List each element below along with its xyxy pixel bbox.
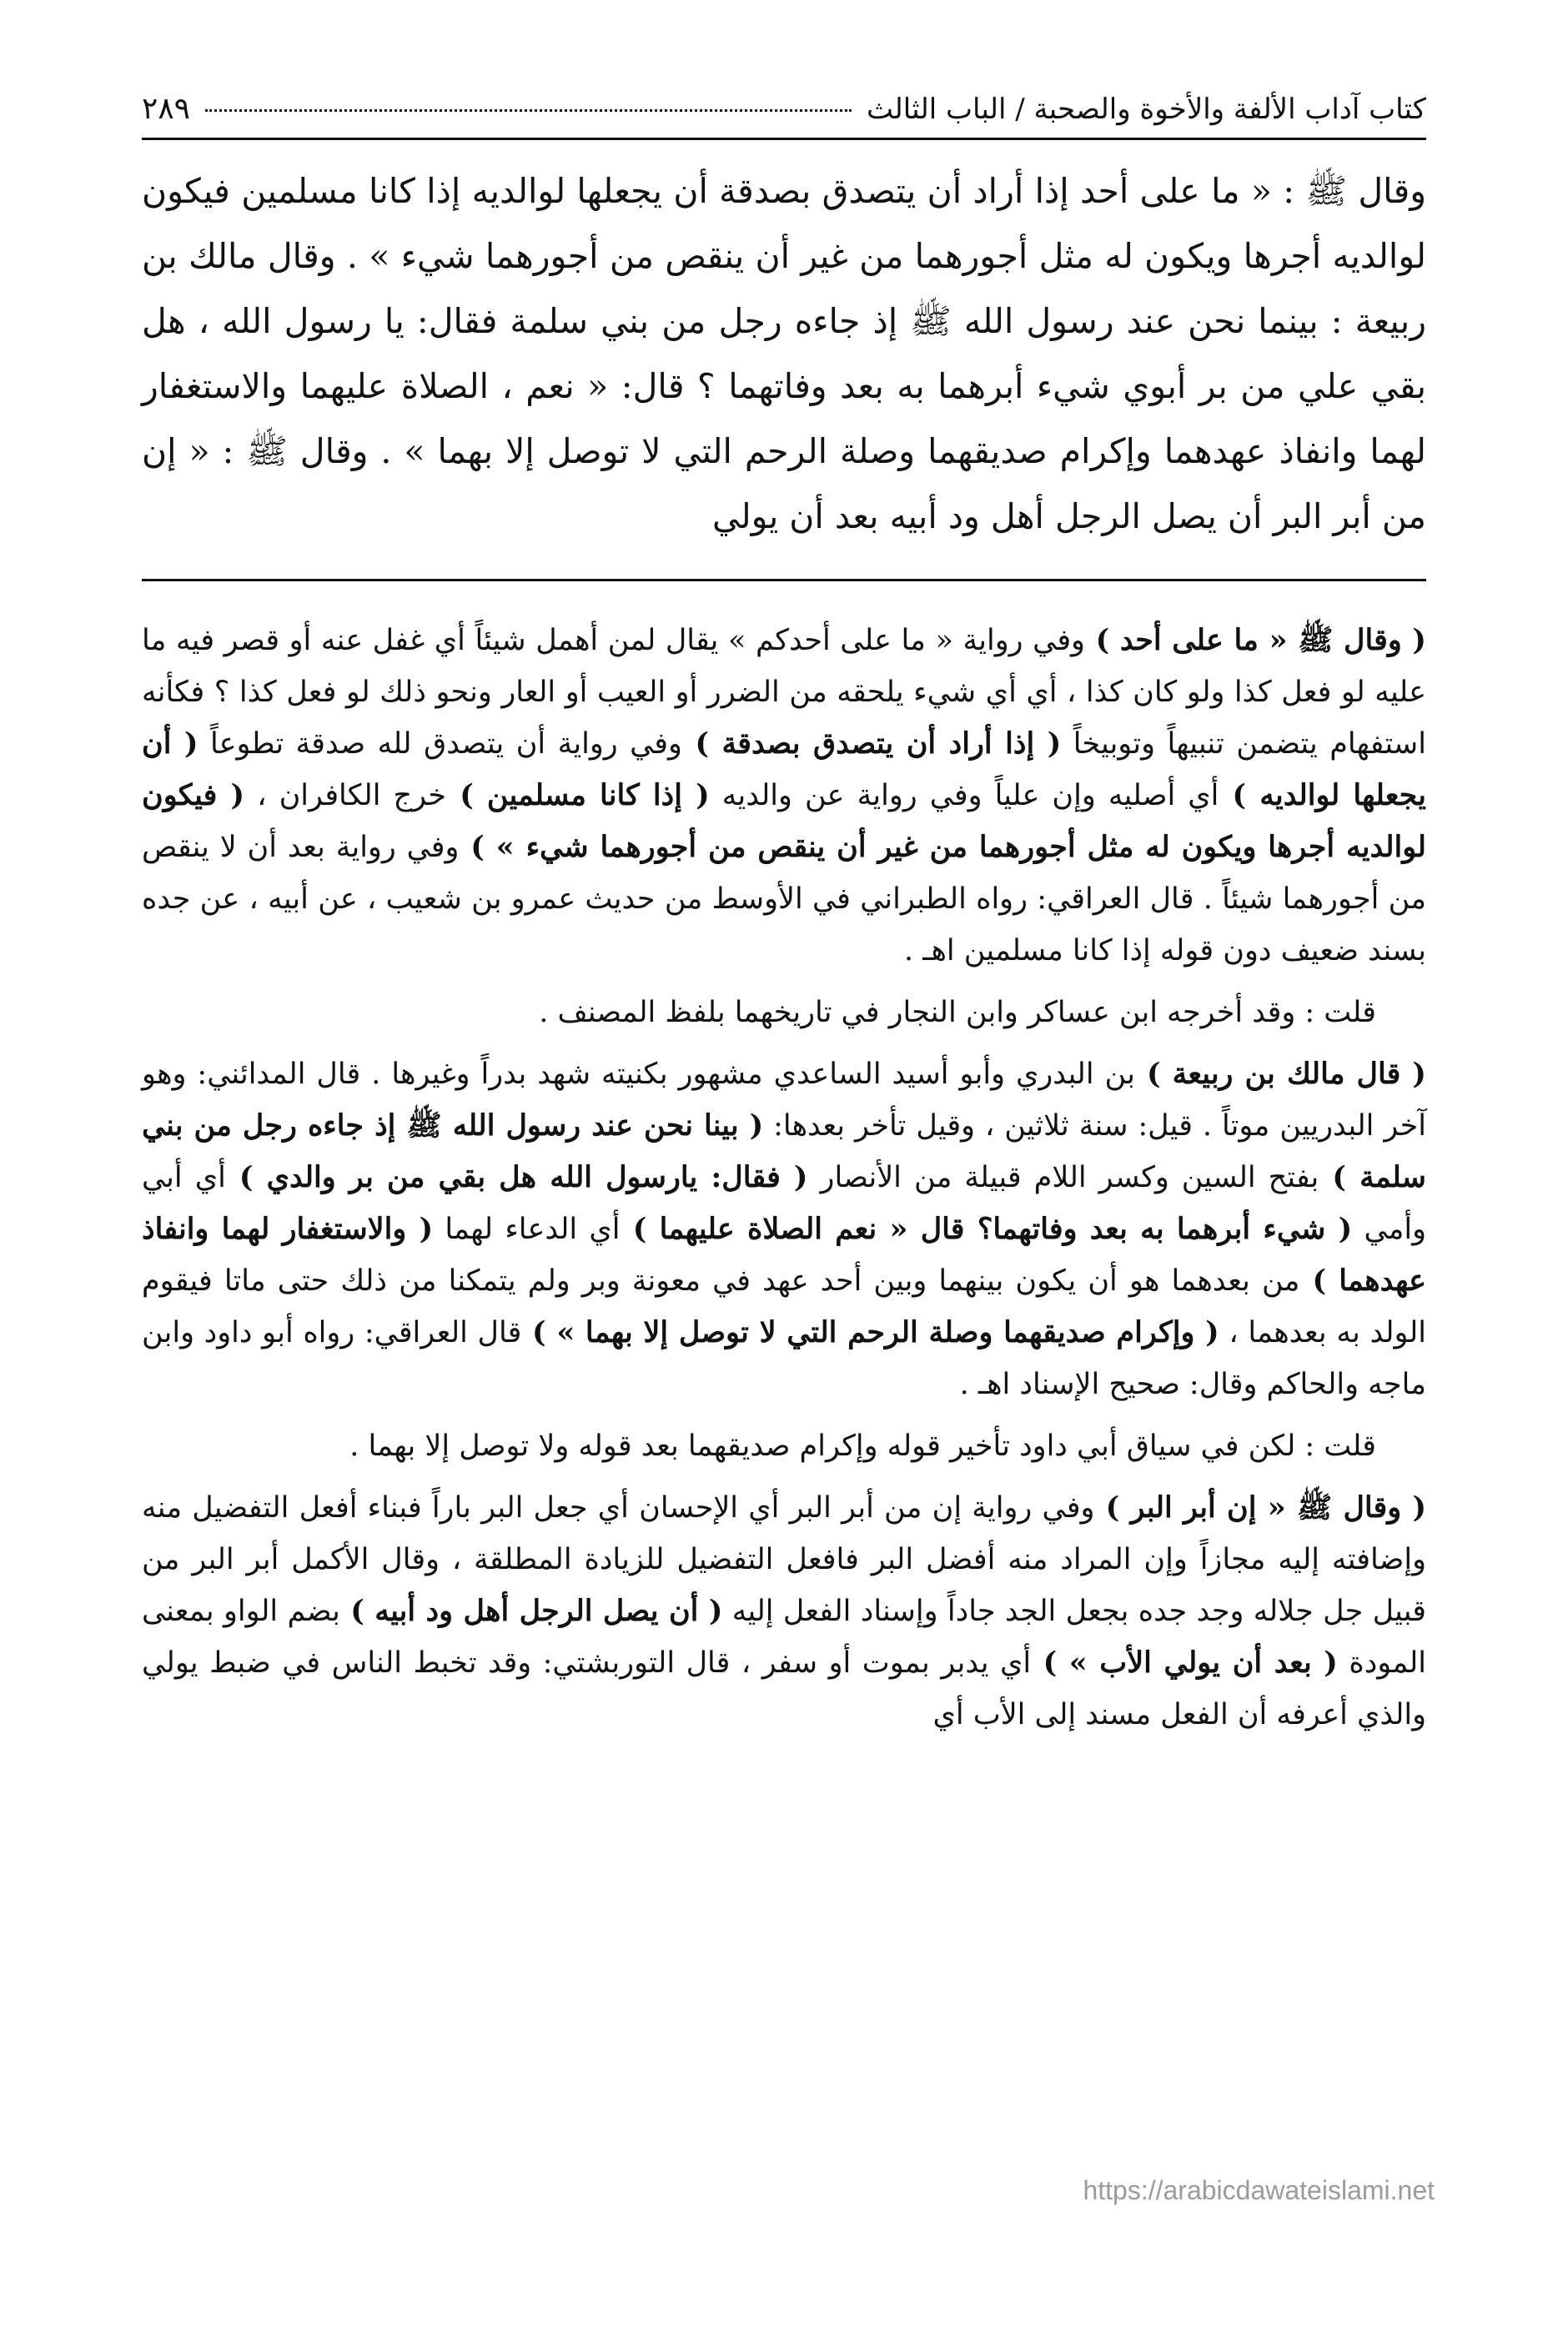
- commentary-text: وفي رواية أن يتصدق لله صدقة تطوعاً: [198, 727, 682, 761]
- quoted-hadith-text: ( بعد أن يولي الأب » ): [1031, 1646, 1338, 1680]
- watermark-url: https://arabicdawateislami.net: [1083, 2175, 1435, 2205]
- book-page: [142, 92, 1426, 1751]
- header-title: كتاب آداب الألفة والأخوة والصحبة / الباب الثالث: [867, 93, 1426, 126]
- quoted-hadith-text: ( أن يصل الرجل أهل ود أبيه ): [339, 1594, 723, 1628]
- commentary-paragraph: [142, 615, 1426, 977]
- commentary-text: بفتح السين وكسر اللام قبيلة من الأنصار: [807, 1161, 1319, 1194]
- page-number: ٢٨٩: [142, 92, 191, 126]
- quoted-hadith-text: ( وإكرام صديقهما وصلة الرحم التي لا توصل إلا بهما » ): [521, 1315, 1219, 1349]
- commentary-paragraph: [142, 1420, 1426, 1472]
- quoted-hadith-text: ( أن يجعلها لوالديه ): [142, 726, 1426, 812]
- quoted-hadith-text: ( والاستغفار لهما وانفاذ عهدهما ): [142, 1212, 1426, 1298]
- footnote-separator: [142, 579, 1426, 581]
- quoted-hadith-text: ( وقال ﷺ « إن أبر البر ): [1094, 1490, 1426, 1525]
- quoted-hadith-text: ( شيء أبرهما به بعد وفاتهما؟ قال « نعم الصلاة عليهما ): [620, 1212, 1353, 1246]
- quoted-hadith-text: ( قال مالك بن ربيعة ): [1134, 1057, 1426, 1091]
- quoted-hadith-text: ( إذا كانا مسلمين ): [446, 778, 710, 812]
- quoted-hadith-text: ( فقال: يارسول الله هل بقي من بر والدي ): [225, 1160, 808, 1194]
- commentary-paragraph: [142, 1048, 1426, 1410]
- main-text: وقال ﷺ : « ما على أحد إذا أراد أن يتصدق بصدقة أن يجعلها لوالديه إذا كانا مسلمين فيكون لوالديه أجرها ويكون له مثل أجورهما من غير أن ينقص من أجورهما شيء » . وقال مالك بن ربيعة : بينما نحن عند رسول الله ﷺ إذ جاءه رجل من بني سلمة فقال: يا رسول الله ، هل بقي علي من بر أبوي شيء أبرهما به بعد وفاتهما ؟ قال: « نعم ، الصلاة عليهما والاستغفار لهما وانفاذ عهدهما وإكرام صديقهما وصلة الرحم التي لا توصل إلا بهما » . وقال ﷺ : « إن من أبر البر أن يصل الرجل أهل ود أبيه بعد أن يولي: [142, 171, 1426, 536]
- commentary-text: قلت : لكن في سياق أبي داود تأخير قوله وإكرام صديقهما بعد قوله ولا توصل إلا بهما .: [349, 1430, 1376, 1463]
- commentary-text: وفي رواية « ما على أحدكم » يقال لمن أهمل شيئاً أي غفل عنه أو قصر فيه ما عليه لو فعل كذا ولو كان كذا ، أي أي شيء يلحقه من الضرر أو العيب أو العار ونحو ذلك لو فعل كذا ؟ فكأنه استفهام يتضمن تنبيهاً وتوبيخاً: [142, 624, 1426, 761]
- commentary-text: وفي رواية إن من أبر البر أي الإحسان أي جعل البر باراً فبناء أفعل التفضيل منه وإضافته إليه مجازاً وإن المراد منه أفضل البر فافعل التفضيل للزيادة المطلقة ، وقال الأكمل أبر البر من قبيل جل جلاله وجد جده بجعل الجد جاداً وإسناد الفعل إليه: [142, 1491, 1426, 1628]
- quoted-hadith-text: ( فيكون لوالديه أجرها ويكون له مثل أجورهما من غير أن ينقص من أجورهما شيء » ): [142, 778, 1426, 864]
- commentary: [142, 615, 1426, 1741]
- quoted-hadith-text: ( إذا أراد أن يتصدق بصدقة ): [681, 726, 1062, 761]
- commentary-text: خرج الكافران ،: [244, 779, 447, 812]
- commentary-paragraph: [142, 1482, 1426, 1741]
- commentary-text: من بعدهما هو أن يكون بينهما وبين أحد عهد في معونة وبر ولم يتمكنا من ذلك حتى ماتا فيقوم الولد به بعدهما ،: [142, 1264, 1426, 1349]
- commentary-text: قلت : وقد أخرجه ابن عساكر وابن النجار في تاريخهما بلفظ المصنف .: [539, 996, 1376, 1029]
- commentary-text: بضم الواو بمعنى المودة: [142, 1595, 1426, 1680]
- commentary-text: أي يدبر بموت أو سفر ، قال التوربشتي: وقد تخبط الناس في ضبط يولي والذي أعرفه أن الفعل مسند إلى الأب أي: [142, 1646, 1426, 1731]
- commentary-text: بن البدري وأبو أسيد الساعدي مشهور بكنيته شهد بدراً وغيرها . قال المدائني: وهو آخر البدريين موتاً . قيل: سنة ثلاثين ، وقيل تأخر بعدها:: [142, 1058, 1426, 1143]
- commentary-text: قال العراقي: رواه أبو داود وابن ماجه والحاكم وقال: صحيح الإسناد اهـ .: [142, 1316, 1426, 1401]
- commentary-paragraph: [142, 987, 1426, 1038]
- commentary-text: أي الدعاء لهما: [433, 1213, 621, 1246]
- quoted-hadith-text: ( بينا نحن عند رسول الله ﷺ إذ جاءه رجل من بني سلمة ): [142, 1108, 1426, 1194]
- commentary-text: وفي رواية بعد أن لا ينقص من أجورهما شيئاً . قال العراقي: رواه الطبراني في الأوسط من حديث عمرو بن شعيب ، عن أبيه ، عن جده بسند ضعيف دون قوله إذا كانا مسلمين اهـ .: [142, 831, 1426, 967]
- quoted-hadith-text: ( وقال ﷺ « ما على أحد ): [1084, 623, 1426, 657]
- running-header: [142, 92, 1426, 140]
- header-leader-dots: [205, 109, 852, 112]
- commentary-text: أي أبي وأمي: [142, 1161, 1426, 1246]
- commentary-text: أي أصليه وإن علياً وفي رواية عن والديه: [709, 779, 1219, 812]
